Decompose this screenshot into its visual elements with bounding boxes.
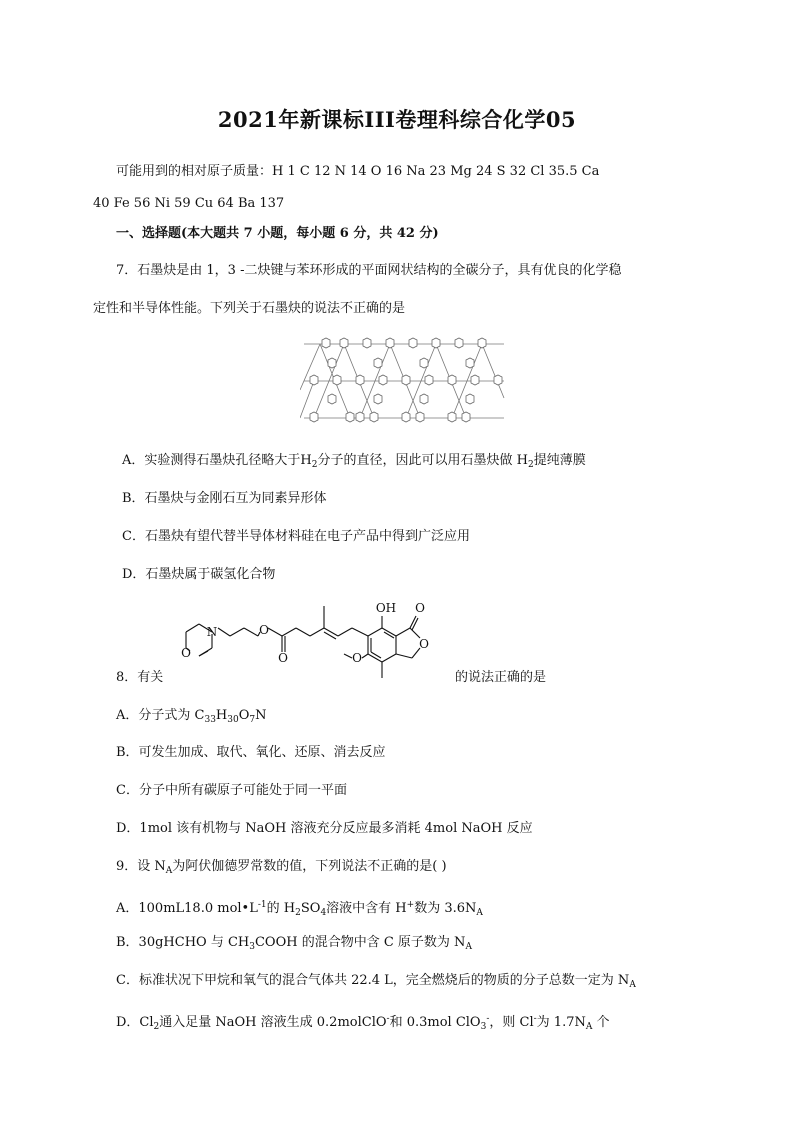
- q9-d-mid: 通入足量 NaOH 溶液生成 0.2molClO: [159, 1015, 387, 1030]
- q8-stem-pre: 8．有关: [116, 670, 164, 685]
- q7-a-pre: A．实验测得石墨炔孔径略大于H: [122, 453, 312, 468]
- q9-b-pre: B．30gHCHO 与 CH: [116, 935, 250, 950]
- q7-a-sub2: 2: [527, 460, 534, 470]
- q9-stem-post: 为阿伏伽德罗常数的值，下列说法不正确的是( ): [172, 859, 447, 874]
- atomic-mass-line-2: 40 Fe 56 Ni 59 Cu 64 Ba 137: [93, 196, 285, 211]
- q9-option-a: [116, 896, 483, 922]
- atom-oh: OH: [375, 601, 397, 615]
- q9-a-s2: 4: [320, 908, 327, 918]
- q9-d-s1: 2: [153, 1022, 160, 1032]
- q7-stem-line-1: 7．石墨炔是由 1，3 -二炔键与苯环形成的平面网状结构的全碳分子，具有优良的化学稳: [116, 263, 622, 278]
- atomic-mass-line-1: 可能用到的相对原子质量：H 1 C 12 N 14 O 16 Na 23 Mg 24 S 32 Cl 35.5 Ca: [116, 164, 600, 179]
- q7-a-sub: 2: [311, 460, 318, 470]
- graphyne-structure-figure: [300, 330, 508, 433]
- q9-d-sup3: -: [533, 1014, 537, 1024]
- q9-c-pre: C．标准状况下甲烷和氧气的混合气体共 22.4 L，完全燃烧后的物质的分子总数一定为 N: [116, 973, 630, 988]
- q9-option-b: [116, 934, 472, 956]
- section-heading: 一、选择题(本大题共 7 小题，每小题 6 分，共 42 分): [116, 226, 439, 241]
- q9-d-s2: 3: [480, 1022, 487, 1032]
- q9-d-post: 个: [592, 1015, 610, 1030]
- q9-a-mid: 的 H: [266, 901, 296, 916]
- q8-a-h: H: [215, 708, 228, 723]
- q9-stem: [116, 858, 447, 880]
- q9-a-sup: -1: [257, 900, 267, 910]
- q9-b-s1: 3: [249, 942, 255, 952]
- q8-option-b: B．可发生加成、取代、氧化、还原、消去反应: [116, 745, 386, 760]
- q9-a-sub3: A: [476, 908, 483, 918]
- q7-option-b: B．石墨炔与金刚石互为同素异形体: [122, 491, 327, 506]
- q9-a-so: SO: [300, 901, 321, 916]
- q9-d-mid2: 和 0.3mol ClO: [389, 1015, 481, 1030]
- q7-a-mid: 分子的直径，因此可以用石墨炔做 H: [317, 453, 528, 468]
- q8-option-d: D．1mol 该有机物与 NaOH 溶液充分反应最多消耗 4mol NaOH 反应: [116, 821, 533, 836]
- atom-o-lactone-carbonyl: O: [415, 601, 425, 615]
- q9-a-post: 溶液中含有 H: [326, 901, 407, 916]
- q9-d-sub3: A: [585, 1022, 593, 1032]
- q9-a-tail: 数为 3.6N: [414, 901, 477, 916]
- atom-o-ester: O: [259, 623, 269, 637]
- q9-option-c: [116, 972, 636, 994]
- q8-option-c: C．分子中所有碳原子可能处于同一平面: [116, 783, 347, 798]
- q9-c-sub: A: [629, 980, 636, 990]
- q9-stem-sub: A: [165, 866, 173, 876]
- q7-a-post: 提纯薄膜: [533, 453, 586, 468]
- q9-d-sup1: -: [386, 1014, 390, 1024]
- q9-a-s1: 2: [295, 908, 301, 918]
- atom-n: N: [206, 625, 218, 639]
- atom-o-methoxy: O: [352, 651, 362, 665]
- q8-a-s1: 33: [204, 715, 216, 725]
- q9-a-sup2: +: [406, 900, 415, 910]
- q9-a-pre: A．100mL18.0 mol•L: [116, 901, 258, 916]
- q7-option-a: [122, 452, 586, 474]
- q7-stem-line-2: 定性和半导体性能。下列关于石墨炔的说法不正确的是: [93, 301, 406, 316]
- q8-a-o: O: [238, 708, 250, 723]
- q9-b-post: COOH 的混合物中含 C 原子数为 N: [254, 935, 466, 950]
- q9-d-mid3: ，则 Cl: [489, 1015, 534, 1030]
- q9-stem-pre: 9．设 N: [116, 859, 166, 874]
- atom-o-lactone-ring: O: [419, 637, 429, 651]
- q9-option-d: [116, 1010, 610, 1036]
- page-title: 2021年新课标III卷理科综合化学05: [217, 107, 577, 132]
- mycophenolate-structure: [172, 592, 456, 684]
- q9-d-sup2: -: [486, 1014, 490, 1024]
- q8-a-n: N: [255, 708, 267, 723]
- q8-a-pre: A．分子式为 C: [116, 708, 205, 723]
- q8-option-a: [116, 707, 267, 729]
- q8-a-s2: 30: [227, 715, 239, 725]
- atom-o-morpholine: O: [181, 646, 191, 660]
- q9-d-mid4: 为 1.7N: [536, 1015, 586, 1030]
- q7-option-d: D．石墨炔属于碳氢化合物: [122, 567, 276, 582]
- q7-option-c: C．石墨炔有望代替半导体材料硅在电子产品中得到广泛应用: [122, 529, 470, 544]
- q9-b-sub: A: [465, 942, 472, 952]
- q9-d-pre: D．Cl: [116, 1015, 154, 1030]
- q8-stem-post: 的说法正确的是: [455, 670, 547, 685]
- q8-a-s3: 7: [249, 715, 256, 725]
- atom-o-carbonyl: O: [278, 651, 288, 665]
